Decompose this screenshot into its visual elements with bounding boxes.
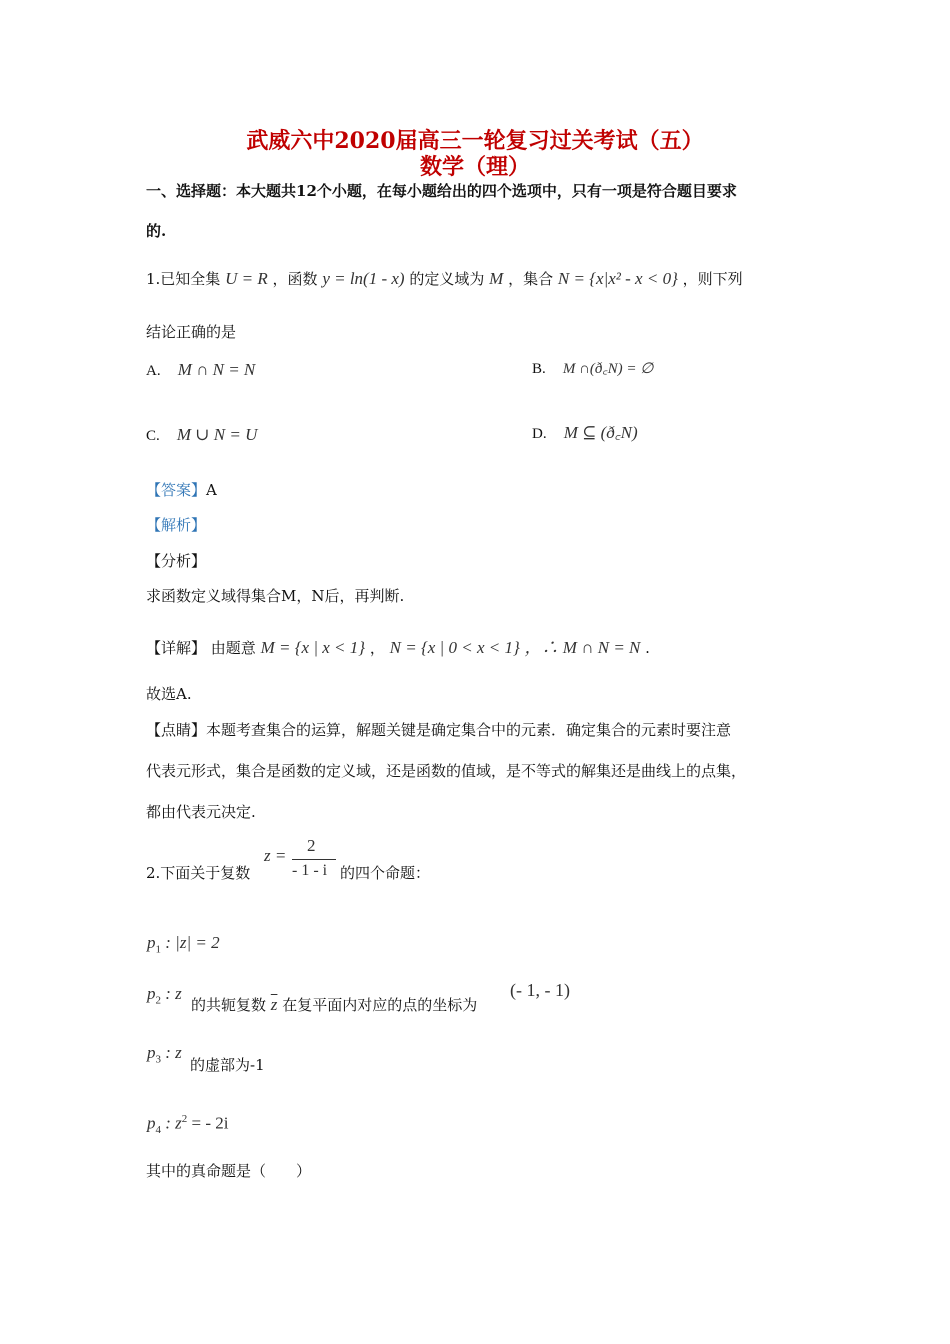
- p2-text-1: 的共轭复数: [191, 996, 267, 1014]
- q1-option-b: [532, 358, 653, 378]
- p1-sub: 1: [155, 943, 161, 956]
- q2-fraction-bar: [292, 859, 336, 860]
- p2-expr: : z: [161, 984, 182, 1003]
- detail-math-m: M = {x | x < 1}: [260, 638, 366, 657]
- p3-sub: 3: [155, 1053, 161, 1066]
- detail-math-n: N = {x | 0 < x < 1}: [389, 638, 520, 657]
- section-heading-line2: 的.: [146, 222, 167, 240]
- p2-text-2: 在复平面内对应的点的坐标为: [282, 996, 478, 1014]
- detail-sep: ，: [369, 639, 385, 657]
- q1-math-universe: U = R: [225, 269, 268, 288]
- q2-prop-p2: [147, 984, 182, 1006]
- q2-numerator: 2: [307, 836, 316, 855]
- p3-expr: : z: [161, 1043, 182, 1062]
- detail-pre: 由题意: [210, 639, 256, 657]
- option-d-letter: D.: [532, 426, 547, 442]
- q1-comment-line1: [146, 719, 731, 740]
- p1-label: p: [147, 933, 156, 952]
- q1-fenxi-tag: 【分析】: [146, 552, 207, 570]
- answer-tag: 【答案】: [146, 481, 207, 499]
- p3-text: 的虚部为-1: [190, 1056, 265, 1074]
- p4-sub: 4: [155, 1124, 161, 1137]
- p2-label: p: [147, 984, 156, 1003]
- p3-label: p: [147, 1043, 156, 1062]
- q2-prop-p3: [147, 1043, 182, 1065]
- p2-sub: 2: [155, 994, 161, 1007]
- q1-stem: [146, 268, 743, 289]
- answer-value: A: [206, 481, 217, 499]
- q1-comment-line3: 都由代表元决定.: [146, 803, 256, 821]
- q2-question: 其中的真命题是（ ）: [146, 1162, 312, 1180]
- q1-comment-line2: 代表元形式，集合是函数的定义域，还是函数的值域，是不等式的解集还是曲线上的点集，: [146, 762, 747, 780]
- q1-fenxi-text: 求函数定义域得集合M，N后，再判断.: [146, 587, 405, 605]
- option-d-expr: M ⊆ (ð꜀N): [563, 423, 638, 442]
- q1-analysis-tag: 【解析】: [146, 516, 207, 534]
- q2-text-2: 的四个命题：: [340, 864, 431, 882]
- q1-text-5: ，则下列: [682, 270, 743, 288]
- option-c-expr: M ∪ N = U: [176, 425, 258, 444]
- page-title: 武威六中2020届高三一轮复习过关考试（五）: [246, 128, 704, 154]
- comment-tag: 【点睛】: [146, 721, 207, 739]
- detail-end: .: [645, 639, 650, 657]
- q2-text-1: 2.下面关于复数: [146, 864, 251, 882]
- p4-rhs: = - 2i: [187, 1113, 229, 1133]
- option-b-letter: B.: [532, 361, 546, 377]
- option-a-expr: M ∩ N = N: [177, 360, 256, 379]
- q1-math-function: y = ln(1 - x): [322, 269, 405, 288]
- q1-text-4: ，集合: [508, 270, 554, 288]
- page-subtitle: 数学（理）: [419, 154, 530, 180]
- p2-point: (- 1, - 1): [510, 980, 570, 1000]
- q1-text-2: ，函数: [272, 270, 318, 288]
- q2-prop-p2-text: [191, 994, 477, 1015]
- comment-text-1: 本题考查集合的运算，解题关键是确定集合中的元素．确定集合的元素时要注意: [206, 721, 732, 739]
- detail-math-result: ，∴ M ∩ N = N: [524, 638, 641, 657]
- p4-label: p: [147, 1113, 156, 1133]
- q1-math-set-n: N = {x|x² - x < 0}: [557, 269, 678, 288]
- q1-text-1: 1.已知全集: [146, 270, 221, 288]
- q1-option-a: [146, 360, 255, 380]
- p4-expr: : z: [161, 1113, 182, 1133]
- p1-expr: : |z| = 2: [161, 933, 220, 952]
- q1-stem-line2: 结论正确的是: [146, 323, 237, 341]
- p2-zbar: $\overline{z}$: [270, 995, 278, 1014]
- q2-z-eq: z =: [264, 846, 287, 865]
- q2-prop-p1: [147, 933, 220, 955]
- q1-math-m: M: [489, 269, 504, 288]
- section-heading-line1: 一、选择题：本大题共12个小题，在每小题给出的四个选项中，只有一项是符合题目要求: [146, 182, 737, 200]
- q1-detail: [146, 633, 650, 658]
- q1-conclusion: 故选A.: [146, 685, 192, 703]
- q1-answer: [146, 479, 217, 500]
- q1-option-c: [146, 425, 257, 445]
- q2-prop-p4: [147, 1113, 229, 1136]
- p4-sup: 2: [181, 1113, 188, 1125]
- option-a-letter: A.: [146, 363, 161, 379]
- q1-option-d: [532, 420, 638, 443]
- option-c-letter: C.: [146, 428, 160, 444]
- detail-tag: 【详解】: [146, 639, 207, 657]
- q1-text-3: 的定义域为: [409, 270, 485, 288]
- option-b-expr: M ∩(ð꜀N) = ∅: [562, 361, 654, 377]
- q2-denominator: - 1 - i: [292, 862, 328, 879]
